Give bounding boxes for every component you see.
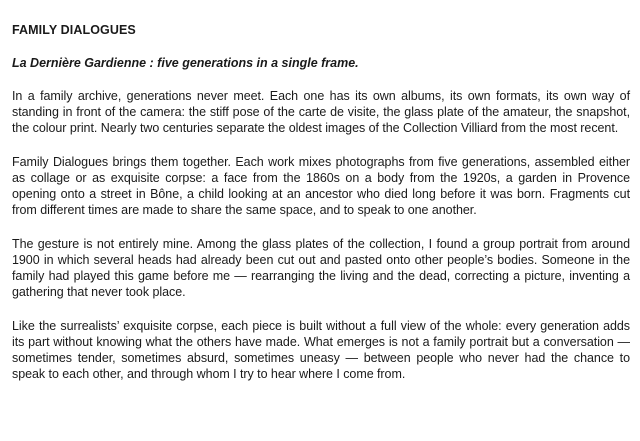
document-title: FAMILY DIALOGUES [12, 23, 136, 37]
paragraph-3: The gesture is not entirely mine. Among the glass plates of the collection, I found a group portrait from around 1900 in which several heads had already been cut out and pasted onto other people’s bodies. Someone in the family had played this game before me — rearranging the living and the dead, correcting a picture, inventing a gathering that never took place. [12, 237, 630, 299]
paragraph-2: Family Dialogues brings them together. Each work mixes photographs from five generations, assembled either as collage or as exquisite corpse: a face from the 1860s on a body from the 1920s, a garden in Provence opening onto a street in Bône, a child looking at an ancestor who died long before it was born. Fragments cut from different times are made to share the same space, and to speak to one another. [12, 155, 630, 217]
paragraph-4: Like the surrealists’ exquisite corpse, each piece is built without a full view of the whole: every generation adds its part without knowing what the others have made. What emerges is not a family portrait but a conversation — sometimes tender, sometimes absurd, sometimes uneasy — between people who never had the chance to speak to each other, and through whom I try to hear where I come from. [12, 319, 630, 381]
document-subtitle: La Dernière Gardienne : five generations in a single frame. [12, 56, 359, 70]
paragraph-1: In a family archive, generations never meet. Each one has its own albums, its own formats, its own way of standing in front of the camera: the stiff pose of the carte de visite, the glass plate of the amateur, the snapshot, the colour print. Nearly two centuries separate the oldest images of the Collection Villiard from the most recent. [12, 89, 630, 135]
document-page [12, 0, 630, 382]
